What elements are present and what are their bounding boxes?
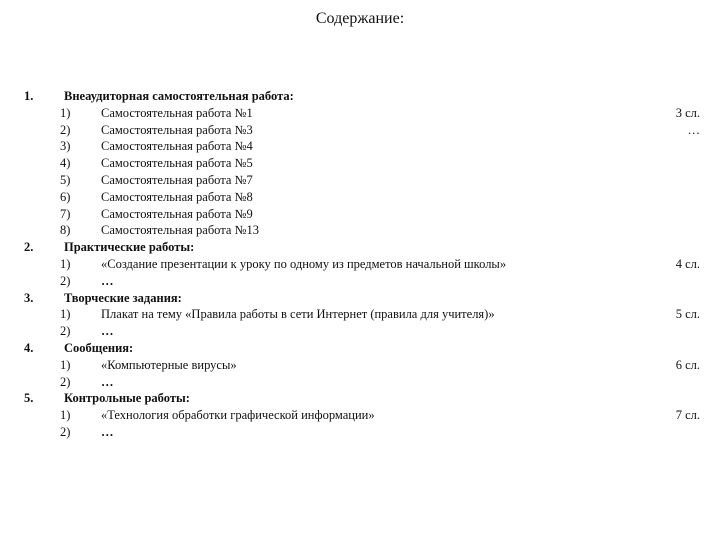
item-number: 7): [60, 206, 71, 221]
item-number: 6): [60, 189, 71, 204]
item-number: 2): [60, 425, 71, 439]
item-number: 1): [60, 408, 71, 423]
toc-item-row: [0, 206, 720, 223]
section-title: Контрольные работы:: [64, 391, 190, 406]
toc-section-row: [0, 290, 720, 307]
section-number: 5.: [24, 391, 34, 406]
toc-item-row: [0, 306, 720, 323]
item-title: «Технология обработки графической информации»: [101, 408, 375, 423]
toc-section-row: [0, 88, 720, 105]
item-number: 5): [60, 173, 71, 187]
item-title: Самостоятельная работа №13: [101, 223, 259, 238]
page-reference: 7 сл.: [675, 408, 700, 423]
toc-item-row: [0, 357, 720, 374]
toc-item-row: [0, 155, 720, 172]
item-title: «Создание презентации к уроку по одному из предметов начальной школы»: [101, 257, 507, 271]
section-number: 1.: [24, 89, 34, 103]
item-number: 1): [60, 307, 71, 322]
toc-section-row: [0, 340, 720, 357]
item-number: 2): [60, 122, 71, 137]
toc-item-row: [0, 256, 720, 273]
item-title: Самостоятельная работа №9: [101, 206, 253, 221]
page-reference: …: [687, 122, 700, 137]
section-number: 2.: [24, 240, 34, 255]
toc-item-row: [0, 122, 720, 139]
toc-item-row: [0, 189, 720, 206]
item-title: …: [101, 374, 114, 389]
item-number: 2): [60, 374, 71, 389]
item-title: Самостоятельная работа №8: [101, 189, 253, 204]
toc-item-row: [0, 374, 720, 391]
toc-item-row: [0, 424, 720, 441]
item-title: Самостоятельная работа №7: [101, 173, 253, 187]
toc-item-row: [0, 138, 720, 155]
item-title: «Компьютерные вирусы»: [101, 357, 237, 372]
page-reference: 3 сл.: [675, 105, 700, 120]
item-title: Самостоятельная работа №5: [101, 156, 253, 171]
item-number: 1): [60, 105, 71, 120]
section-title: Практические работы:: [64, 240, 195, 255]
page-reference: 6 сл.: [675, 357, 700, 372]
section-number: 3.: [24, 290, 34, 305]
toc-item-row: [0, 273, 720, 290]
toc-item-row: [0, 323, 720, 340]
page-reference: 5 сл.: [675, 307, 700, 322]
item-number: 1): [60, 257, 71, 271]
section-number: 4.: [24, 341, 34, 355]
page-title: Содержание:: [315, 10, 405, 27]
section-title: Сообщения:: [64, 341, 134, 355]
toc-section-row: [0, 390, 720, 407]
toc-item-row: [0, 172, 720, 189]
item-number: 4): [60, 156, 71, 171]
item-number: 8): [60, 223, 71, 238]
item-title: …: [101, 273, 114, 288]
section-title: Творческие задания:: [64, 290, 182, 305]
item-title: …: [101, 425, 114, 439]
item-title: Самостоятельная работа №3: [101, 122, 253, 137]
toc-item-row: [0, 105, 720, 122]
item-number: 3): [60, 139, 71, 154]
item-title: Самостоятельная работа №1: [101, 105, 253, 120]
item-number: 2): [60, 273, 71, 288]
section-title: Внеаудиторная самостоятельная работа:: [64, 89, 294, 103]
item-number: 1): [60, 357, 71, 372]
item-title: Самостоятельная работа №4: [101, 139, 253, 154]
item-number: 2): [60, 324, 71, 339]
page-reference: 4 сл.: [675, 257, 700, 271]
toc-section-row: [0, 239, 720, 256]
item-title: …: [101, 324, 114, 339]
toc-item-row: [0, 222, 720, 239]
item-title: Плакат на тему «Правила работы в сети Интернет (правила для учителя)»: [101, 307, 495, 322]
toc-item-row: [0, 407, 720, 424]
